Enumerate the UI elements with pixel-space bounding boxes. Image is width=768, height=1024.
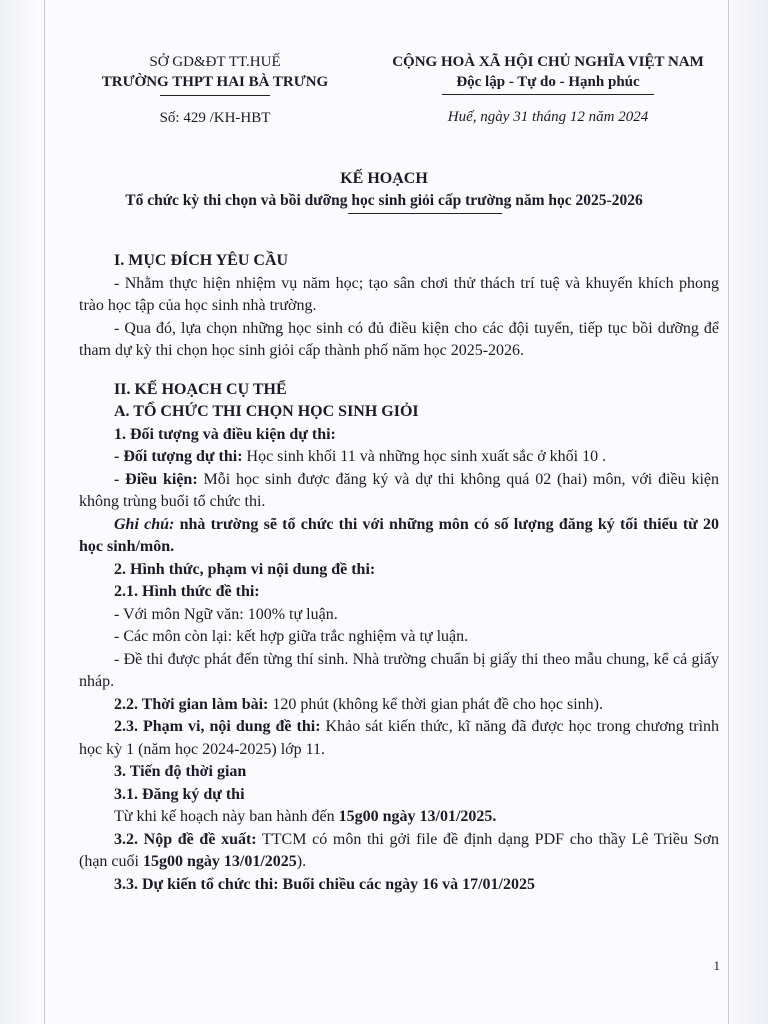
document-number: Số: 429 /KH-HBT	[159, 110, 271, 126]
item-3-3	[79, 874, 719, 897]
subtitle-underline	[348, 213, 502, 214]
header-right	[368, 52, 728, 126]
item-2-1-line: - Đề thi được phát đến từng thí sinh. Nhà trường chuẩn bị giấy thi theo mẫu chung, kể cả giấy nháp.	[79, 650, 719, 690]
text-tail: ).	[296, 853, 307, 870]
section-2-heading: II. KẾ HOẠCH CỤ THỂ	[114, 380, 287, 398]
document-subtitle: Tổ chức kỳ thi chọn và bồi dưỡng học sinh giỏi cấp trường năm học 2025-2026	[125, 192, 643, 209]
item-3-2	[79, 829, 719, 874]
motto-underline	[442, 94, 654, 95]
text: 120 phút (không kể thời gian phát đề cho học sinh).	[268, 695, 603, 713]
deadline: 15g00 ngày 13/01/2025	[142, 853, 297, 870]
text: TTCM có môn thi gởi file đề định dạng PDF cho thầy Lê Triều Sơn (hạn cuối	[79, 830, 719, 870]
label: 2.2. Thời gian làm bài:	[114, 695, 269, 713]
text: Học sinh khối 11 và những học sinh xuất sắc ở khối 10 .	[242, 448, 607, 465]
item-2-2	[79, 694, 719, 717]
section-1-paragraph: - Qua đó, lựa chọn những học sinh có đủ điều kiện cho các đội tuyển, tiếp tục bồi dưỡng để tham dự kỳ thi chọn học sinh giỏi cấp thành phố năm học 2025-2026.	[79, 319, 719, 359]
item-3-heading: 3. Tiến độ thời gian	[114, 763, 247, 780]
label: - Đối tượng dự thi:	[114, 448, 243, 465]
item-1-target	[79, 446, 719, 469]
school-underline	[160, 95, 270, 96]
department-name: SỞ GD&ĐT TT.HUẾ	[149, 54, 281, 70]
page-edge-line	[44, 0, 45, 1024]
item-2-1-line: - Các môn còn lại: kết hợp giữa trắc nghiệm và tự luận.	[114, 628, 469, 645]
deadline: 15g00 ngày 13/01/2025.	[338, 808, 497, 825]
page-edge-line	[728, 0, 729, 1024]
label: 2.3. Phạm vi, nội dung đề thi:	[114, 718, 321, 735]
item-3-1-text	[79, 806, 719, 829]
section-1-heading: I. MỤC ĐÍCH YÊU CẦU	[114, 252, 289, 269]
note	[79, 514, 719, 559]
nation-name: CỘNG HOÀ XÃ HỘI CHỦ NGHĨA VIỆT NAM	[392, 54, 704, 70]
item-2-1-line: - Với môn Ngữ văn: 100% tự luận.	[114, 605, 338, 623]
item-2-heading: 2. Hình thức, phạm vi nội dung đề thi:	[114, 560, 376, 578]
label: 3.2. Nộp đề đề xuất:	[114, 830, 257, 848]
item-1-condition	[79, 469, 719, 514]
page-number: 1	[713, 958, 720, 973]
text: Từ khi kế hoạch này ban hành đến	[114, 808, 339, 825]
text: Mỗi học sinh được đăng ký và dự thi không quá 02 (hai) môn, với điều kiện không trùng buổi tổ chức thi.	[79, 470, 720, 510]
text: Khảo sát kiến thức, kĩ năng đã được học trong chương trình học kỳ 1 (năm học 2024-2025) lớp 11.	[79, 718, 720, 758]
document-body	[79, 250, 719, 896]
item-3-1-heading: 3.1. Đăng ký dự thi	[114, 785, 245, 803]
label: 3.3. Dự kiến tổ chức thi:	[114, 875, 279, 893]
national-motto: Độc lập - Tự do - Hạnh phúc	[456, 74, 640, 90]
item-2-3	[79, 716, 719, 761]
document-title: KẾ HOẠCH	[340, 170, 428, 187]
text: Buổi chiều các ngày 16 và 17/01/2025	[278, 875, 535, 893]
issue-date: Huế, ngày 31 tháng 12 năm 2024	[447, 109, 649, 125]
item-1-heading: 1. Đối tượng và điều kiện dự thi:	[114, 425, 336, 443]
item-2-1-heading: 2.1. Hình thức đề thi:	[114, 583, 260, 600]
school-name: TRƯỜNG THPT HAI BÀ TRƯNG	[101, 74, 329, 90]
note-label: Ghi chú:	[114, 515, 175, 533]
note-text: nhà trường sẽ tổ chức thi với những môn có số lượng đăng ký tối thiểu từ 20 học sinh/môn.	[79, 515, 720, 555]
label: - Điều kiện:	[114, 470, 198, 488]
section-1-paragraph: - Nhằm thực hiện nhiệm vụ năm học; tạo sân chơi thử thách trí tuệ và khuyến khích phong trào học tập của học sinh nhà trường.	[79, 274, 719, 314]
subsection-a-heading: A. TỔ CHỨC THI CHỌN HỌC SINH GIỎI	[114, 403, 419, 420]
header-left	[80, 52, 350, 127]
